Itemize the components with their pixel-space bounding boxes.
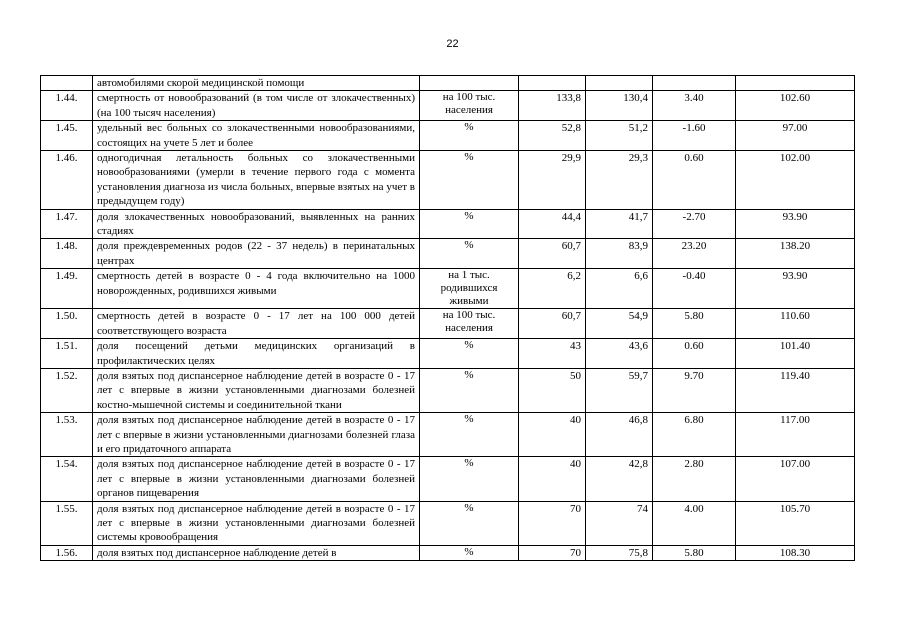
table-row <box>41 457 855 501</box>
row-number-cell: 1.51. <box>41 339 93 369</box>
indicator-description-cell: доля взятых под диспансерное наблюдение детей в возрасте 0 - 17 лет с впервые в жизни установленными диагнозами болезней органов пищеварения <box>93 457 420 501</box>
value-1-cell: 29,9 <box>519 151 586 210</box>
row-number-cell: 1.44. <box>41 91 93 121</box>
indicator-description-cell: смертность от новообразований (в том числе от злокачественных) (на 100 тысяч населения) <box>93 91 420 121</box>
row-number-cell: 1.55. <box>41 501 93 545</box>
percent-cell: 117.00 <box>736 413 855 457</box>
value-1-cell: 40 <box>519 457 586 501</box>
table-row <box>41 269 855 309</box>
unit-cell: % <box>420 501 519 545</box>
value-1-cell: 60,7 <box>519 239 586 269</box>
unit-cell: на 100 тыс. населения <box>420 91 519 121</box>
table-row <box>41 239 855 269</box>
percent-cell: 93.90 <box>736 269 855 309</box>
difference-cell: 6.80 <box>653 413 736 457</box>
unit-cell: % <box>420 457 519 501</box>
table-row <box>41 545 855 560</box>
value-1-cell: 70 <box>519 545 586 560</box>
value-2-cell: 41,7 <box>586 209 653 239</box>
table-row <box>41 339 855 369</box>
table-row <box>41 413 855 457</box>
table-row <box>41 151 855 210</box>
difference-cell: -0.40 <box>653 269 736 309</box>
table-row <box>41 91 855 121</box>
indicator-description-cell: доля взятых под диспансерное наблюдение детей в <box>93 545 420 560</box>
row-number-cell: 1.56. <box>41 545 93 560</box>
value-1-cell: 40 <box>519 413 586 457</box>
difference-cell: 9.70 <box>653 368 736 412</box>
page-number: 22 <box>446 38 459 50</box>
unit-cell: на 100 тыс. населения <box>420 309 519 339</box>
unit-cell: % <box>420 545 519 560</box>
percent-cell: 102.00 <box>736 151 855 210</box>
unit-cell: % <box>420 121 519 151</box>
percent-cell: 101.40 <box>736 339 855 369</box>
table-row <box>41 209 855 239</box>
indicator-description-cell: смертность детей в возрасте 0 - 17 лет на 100 000 детей соответствующего возраста <box>93 309 420 339</box>
value-1-cell: 70 <box>519 501 586 545</box>
value-2-cell <box>586 76 653 91</box>
value-1-cell: 52,8 <box>519 121 586 151</box>
value-2-cell: 42,8 <box>586 457 653 501</box>
indicator-description-cell: удельный вес больных со злокачественными новообразованиями, состоящих на учете 5 лет и более <box>93 121 420 151</box>
value-2-cell: 43,6 <box>586 339 653 369</box>
value-2-cell: 59,7 <box>586 368 653 412</box>
table-row <box>41 309 855 339</box>
difference-cell: -1.60 <box>653 121 736 151</box>
percent-cell: 102.60 <box>736 91 855 121</box>
row-number-cell: 1.53. <box>41 413 93 457</box>
row-number-cell: 1.54. <box>41 457 93 501</box>
value-1-cell: 50 <box>519 368 586 412</box>
percent-cell: 110.60 <box>736 309 855 339</box>
indicator-description-cell: доля взятых под диспансерное наблюдение детей в возрасте 0 - 17 лет с впервые в жизни установленными диагнозами болезней глаза и его придаточного аппарата <box>93 413 420 457</box>
table-row <box>41 368 855 412</box>
row-number-cell: 1.49. <box>41 269 93 309</box>
difference-cell: 0.60 <box>653 151 736 210</box>
value-1-cell: 44,4 <box>519 209 586 239</box>
indicator-description-cell: доля взятых под диспансерное наблюдение детей в возрасте 0 - 17 лет с впервые в жизни установленными диагнозами болезней костно-мышечной системы и соединительной ткани <box>93 368 420 412</box>
value-2-cell: 130,4 <box>586 91 653 121</box>
indicator-description-cell: автомобилями скорой медицинской помощи <box>93 76 420 91</box>
table-row <box>41 501 855 545</box>
percent-cell: 105.70 <box>736 501 855 545</box>
difference-cell: 4.00 <box>653 501 736 545</box>
percent-cell: 119.40 <box>736 368 855 412</box>
table-row <box>41 76 855 91</box>
value-2-cell: 74 <box>586 501 653 545</box>
value-2-cell: 29,3 <box>586 151 653 210</box>
difference-cell: 0.60 <box>653 339 736 369</box>
difference-cell: 2.80 <box>653 457 736 501</box>
indicator-description-cell: доля взятых под диспансерное наблюдение детей в возрасте 0 - 17 лет с впервые в жизни установленными диагнозами болезней системы кровообращения <box>93 501 420 545</box>
unit-cell <box>420 76 519 91</box>
value-1-cell: 133,8 <box>519 91 586 121</box>
value-1-cell: 43 <box>519 339 586 369</box>
indicator-description-cell: смертность детей в возрасте 0 - 4 года включительно на 1000 новорожденных, родившихся живыми <box>93 269 420 309</box>
unit-cell: % <box>420 339 519 369</box>
value-1-cell <box>519 76 586 91</box>
row-number-cell: 1.48. <box>41 239 93 269</box>
difference-cell: 5.80 <box>653 309 736 339</box>
difference-cell: -2.70 <box>653 209 736 239</box>
percent-cell: 107.00 <box>736 457 855 501</box>
value-2-cell: 51,2 <box>586 121 653 151</box>
unit-cell: % <box>420 239 519 269</box>
percent-cell: 93.90 <box>736 209 855 239</box>
value-1-cell: 60,7 <box>519 309 586 339</box>
value-2-cell: 83,9 <box>586 239 653 269</box>
value-2-cell: 54,9 <box>586 309 653 339</box>
unit-cell: на 1 тыс. родившихся живыми <box>420 269 519 309</box>
indicator-description-cell: доля посещений детьми медицинских организаций в профилактических целях <box>93 339 420 369</box>
unit-cell: % <box>420 209 519 239</box>
row-number-cell <box>41 76 93 91</box>
row-number-cell: 1.45. <box>41 121 93 151</box>
percent-cell: 97.00 <box>736 121 855 151</box>
indicator-table <box>40 75 855 561</box>
row-number-cell: 1.47. <box>41 209 93 239</box>
unit-cell: % <box>420 413 519 457</box>
indicator-description-cell: доля преждевременных родов (22 - 37 недель) в перинатальных центрах <box>93 239 420 269</box>
difference-cell: 23.20 <box>653 239 736 269</box>
row-number-cell: 1.52. <box>41 368 93 412</box>
percent-cell: 138.20 <box>736 239 855 269</box>
unit-cell: % <box>420 368 519 412</box>
value-2-cell: 75,8 <box>586 545 653 560</box>
row-number-cell: 1.50. <box>41 309 93 339</box>
difference-cell: 5.80 <box>653 545 736 560</box>
unit-cell: % <box>420 151 519 210</box>
indicator-table-body <box>41 76 855 561</box>
value-2-cell: 6,6 <box>586 269 653 309</box>
value-2-cell: 46,8 <box>586 413 653 457</box>
value-1-cell: 6,2 <box>519 269 586 309</box>
percent-cell: 108.30 <box>736 545 855 560</box>
indicator-description-cell: доля злокачественных новообразований, выявленных на ранних стадиях <box>93 209 420 239</box>
indicator-description-cell: одногодичная летальность больных со злокачественными новообразованиями (умерли в течение первого года с момента установления диагноза из числа больных, впервые взятых на учет в предыдущем году) <box>93 151 420 210</box>
percent-cell <box>736 76 855 91</box>
row-number-cell: 1.46. <box>41 151 93 210</box>
table-row <box>41 121 855 151</box>
difference-cell <box>653 76 736 91</box>
difference-cell: 3.40 <box>653 91 736 121</box>
